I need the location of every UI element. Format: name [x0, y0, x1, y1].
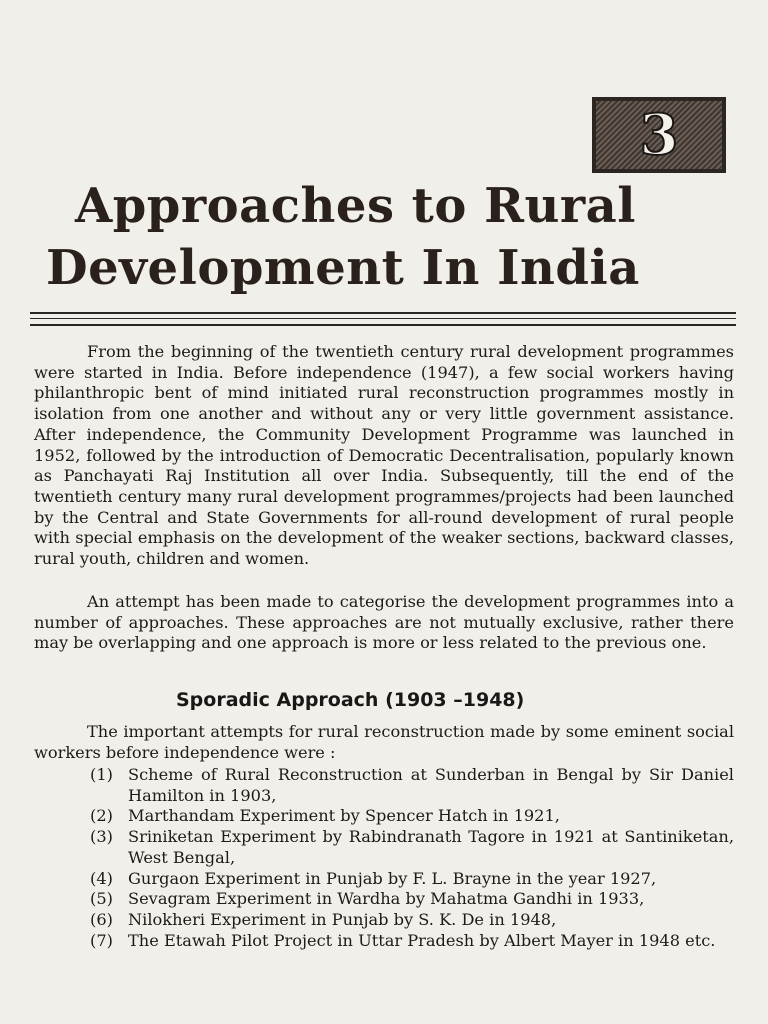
list-item-text: Sriniketan Experiment by Rabindranath Tagore in 1921 at Santiniketan, West Bengal,	[128, 827, 734, 867]
list-item-number: (4)	[90, 868, 113, 888]
list-item-number: (7)	[90, 930, 113, 950]
list-item-number: (5)	[90, 889, 113, 909]
list-item	[90, 910, 734, 931]
list-item-text: Sevagram Experiment in Wardha by Mahatma Gandhi in 1933,	[128, 889, 645, 909]
list-item-text: Gurgaon Experiment in Punjab by F. L. Brayne in the year 1927,	[128, 868, 657, 888]
list-item-text: Marthandam Experiment by Spencer Hatch in 1921,	[128, 806, 560, 826]
list-item	[90, 765, 734, 806]
chapter-title-line-1: Approaches to Rural	[75, 178, 636, 234]
list-item	[90, 806, 734, 827]
list-item	[90, 931, 734, 952]
section-heading: Sporadic Approach (1903 –1948)	[176, 689, 525, 711]
paragraph-2: An attempt has been made to categorise the development programmes into a number of approaches. These approaches are not mutually exclusive, rather there may be overlapping and one approach is more or less related to the previous one.	[34, 592, 734, 653]
list-item	[90, 869, 734, 890]
title-divider-top	[30, 312, 736, 314]
chapter-number: 3	[639, 102, 679, 168]
list-item-number: (2)	[90, 806, 113, 826]
paragraph-intro	[34, 342, 734, 570]
list-item	[90, 827, 734, 868]
experiments-list	[90, 765, 734, 951]
list-item-text: The Etawah Pilot Project in Uttar Pradesh by Albert Mayer in 1948 etc.	[128, 930, 716, 950]
list-item-number: (3)	[90, 827, 113, 847]
title-divider-middle	[30, 318, 736, 319]
list-item-number: (1)	[90, 765, 113, 784]
list-item-text: Scheme of Rural Reconstruction at Sunderban in Bengal by Sir Daniel Hamilton in 1903,	[128, 765, 734, 805]
paragraph-approaches	[34, 592, 734, 654]
list-item-text: Nilokheri Experiment in Punjab by S. K. De in 1948,	[128, 909, 557, 929]
list-item	[90, 889, 734, 910]
title-divider-bottom	[30, 324, 736, 326]
paragraph-1: From the beginning of the twentieth century rural development programmes were started in India. Before independence (1947), a few social workers having philanthropic bent of mind initiated rural reconstruction programmes mostly in isolation from one another and without any or very little government assistance. After independence, the Community Development Programme was launched in 1952, followed by the introduction of Democratic Decentralisation, popularly known as Panchayati Raj Institution all over India. Subsequently, till the end of the twentieth century many rural development programmes/projects had been launched by the Central and State Governments for all-round development of rural people with special emphasis on the development of the weaker sections, backward classes, rural youth, children and women.	[34, 342, 734, 569]
list-item-number: (6)	[90, 909, 113, 929]
section-intro-block	[34, 722, 734, 763]
section-intro: The important attempts for rural reconstruction made by some eminent social workers before independence were :	[34, 722, 734, 762]
chapter-number-badge	[592, 97, 726, 173]
chapter-title-line-2: Development In India	[46, 240, 640, 296]
